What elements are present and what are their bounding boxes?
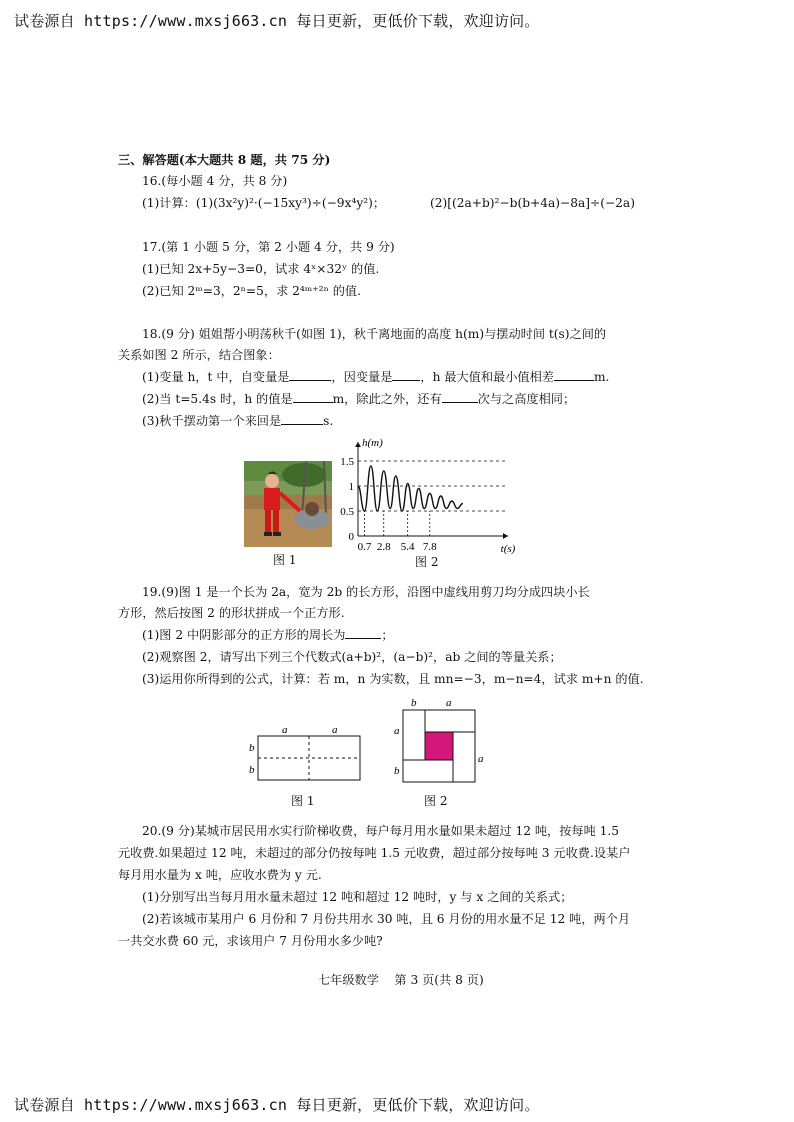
q19-fig2-caption: 图 2 <box>424 794 448 808</box>
shaded-square <box>425 732 453 760</box>
q18-line1: 18.(9 分) 姐姐帮小明荡秋千(如图 1)，秋千离地面的高度 h(m)与摆动时间 t(s)之间的 <box>142 327 607 341</box>
q19-figure1 <box>246 722 366 784</box>
q19-line4: (2)观察图 2，请写出下列三个代数式(a+b)²，(a−b)²，ab 之间的等量关系； <box>142 650 562 664</box>
x-tick-label: 2.8 <box>376 541 391 553</box>
q17-head: 17.(第 1 小题 5 分，第 2 小题 4 分，共 9 分) <box>142 240 395 254</box>
q20-line1: 20.(9 分)某城市居民用水实行阶梯收费，每户每月用水量如果未超过 12 吨，按每吨 1.5 <box>142 824 620 838</box>
x-axis-arrow <box>503 533 508 539</box>
y-tick-label: 1 <box>348 481 354 493</box>
q20-line4: (1)分别写出当每月用水量未超过 12 吨和超过 12 吨时，y 与 x 之间的关系式； <box>142 890 573 904</box>
q20-line2: 元收费.如果超过 12 吨，未超过的部分仍按每吨 1.5 元收费，超过部分按每吨 3 元收费.设某户 <box>118 846 631 860</box>
swing-photo <box>244 461 332 547</box>
fig2-label-a-left: a <box>394 725 400 737</box>
q19-line5: (3)运用你所得到的公式，计算：若 m，n 为实数，且 mn=−3，m−n=4，试求 m+n 的值. <box>142 672 644 686</box>
q20-line3: 每月用水量为 x 吨，应收水费为 y 元. <box>118 868 322 882</box>
q18-line5: (3)秋千摆动第一个来回是 s. <box>142 414 334 428</box>
q16-part1: (1)计算：(1)(3x²y)²·(−15xy³)÷(−9x⁴y²)； <box>142 196 386 210</box>
fig1-label-a-left: a <box>282 724 288 736</box>
q16-head: 16.(每小题 4 分，共 8 分) <box>142 174 288 188</box>
q19-line1: 19.(9)图 1 是一个长为 2a，宽为 2b 的长方形，沿图中虚线用剪刀均分成四块小长 <box>142 585 590 599</box>
y-tick-label: 1.5 <box>340 456 354 468</box>
q18-fig1-caption: 图 1 <box>273 553 297 567</box>
q18-line2: 关系如图 2 所示，结合图象： <box>118 348 280 362</box>
q20-line6: 一共交水费 60 元，求该用户 7 月份用水多少吨? <box>118 934 383 948</box>
footer-watermark: 试卷源自 https://www.mxsj663.cn 每日更新，更低价下载，欢迎访问。 <box>14 1096 540 1114</box>
q17-line2: (2)已知 2ᵐ=3，2ⁿ=5，求 2⁴ᵐ⁺²ⁿ 的值. <box>142 284 361 298</box>
q18-fig2-caption: 图 2 <box>415 555 439 569</box>
x-tick-label: 7.8 <box>422 541 437 553</box>
q19-fig1-caption: 图 1 <box>291 794 315 808</box>
fig2-label-a-top: a <box>446 697 452 709</box>
x-tick-label: 0.7 <box>357 541 372 553</box>
fig1-label-a-right: a <box>332 724 338 736</box>
q17-line1: (1)已知 2x+5y−3=0，试求 4ˣ×32ʸ 的值. <box>142 262 380 276</box>
q19-line3: (1)图 2 中阴影部分的正方形的周长为 ； <box>142 628 394 642</box>
q19-figure2 <box>390 694 490 788</box>
fig1-label-b-bottom: b <box>249 764 255 776</box>
y-axis-label: h(m) <box>362 437 383 449</box>
header-watermark: 试卷源自 https://www.mxsj663.cn 每日更新，更低价下载，欢迎访问。 <box>14 12 540 30</box>
q20-line5: (2)若该城市某用户 6 月份和 7 月份共用水 30 吨，且 6 月份的用水量不足 12 吨，两个月 <box>142 912 631 926</box>
q19-line2: 方形，然后按图 2 的形状拼成一个正方形. <box>118 606 345 620</box>
fig2-label-b-left: b <box>394 765 400 777</box>
x-tick-label: 5.4 <box>400 541 415 553</box>
q18-line3: (1)变量 h，t 中，自变量是 ，因变量是 ，h 最大值和最小值相差 m. <box>142 370 610 384</box>
y-tick-label: 0.5 <box>340 506 354 518</box>
fig1-label-b-top: b <box>249 742 255 754</box>
x-axis-label: t(s) <box>500 543 516 555</box>
page-footer: 七年级数学 第 3 页(共 8 页) <box>318 973 484 987</box>
fig2-label-b-top: b <box>411 697 417 709</box>
q18-line4: (2)当 t=5.4s 时，h 的值是 m，除此之外，还有 次与之高度相同； <box>142 392 576 406</box>
y-axis-arrow <box>355 442 361 447</box>
fig2-label-a-right: a <box>478 753 484 765</box>
height-curve <box>358 466 463 511</box>
q16-part2: (2)[(2a+b)²−b(b+4a)−8a]÷(−2a) <box>430 196 635 210</box>
swing-height-chart <box>340 432 540 556</box>
y-tick-label: 0 <box>348 531 354 543</box>
section-title: 三、解答题(本大题共 8 题，共 75 分) <box>118 153 331 167</box>
